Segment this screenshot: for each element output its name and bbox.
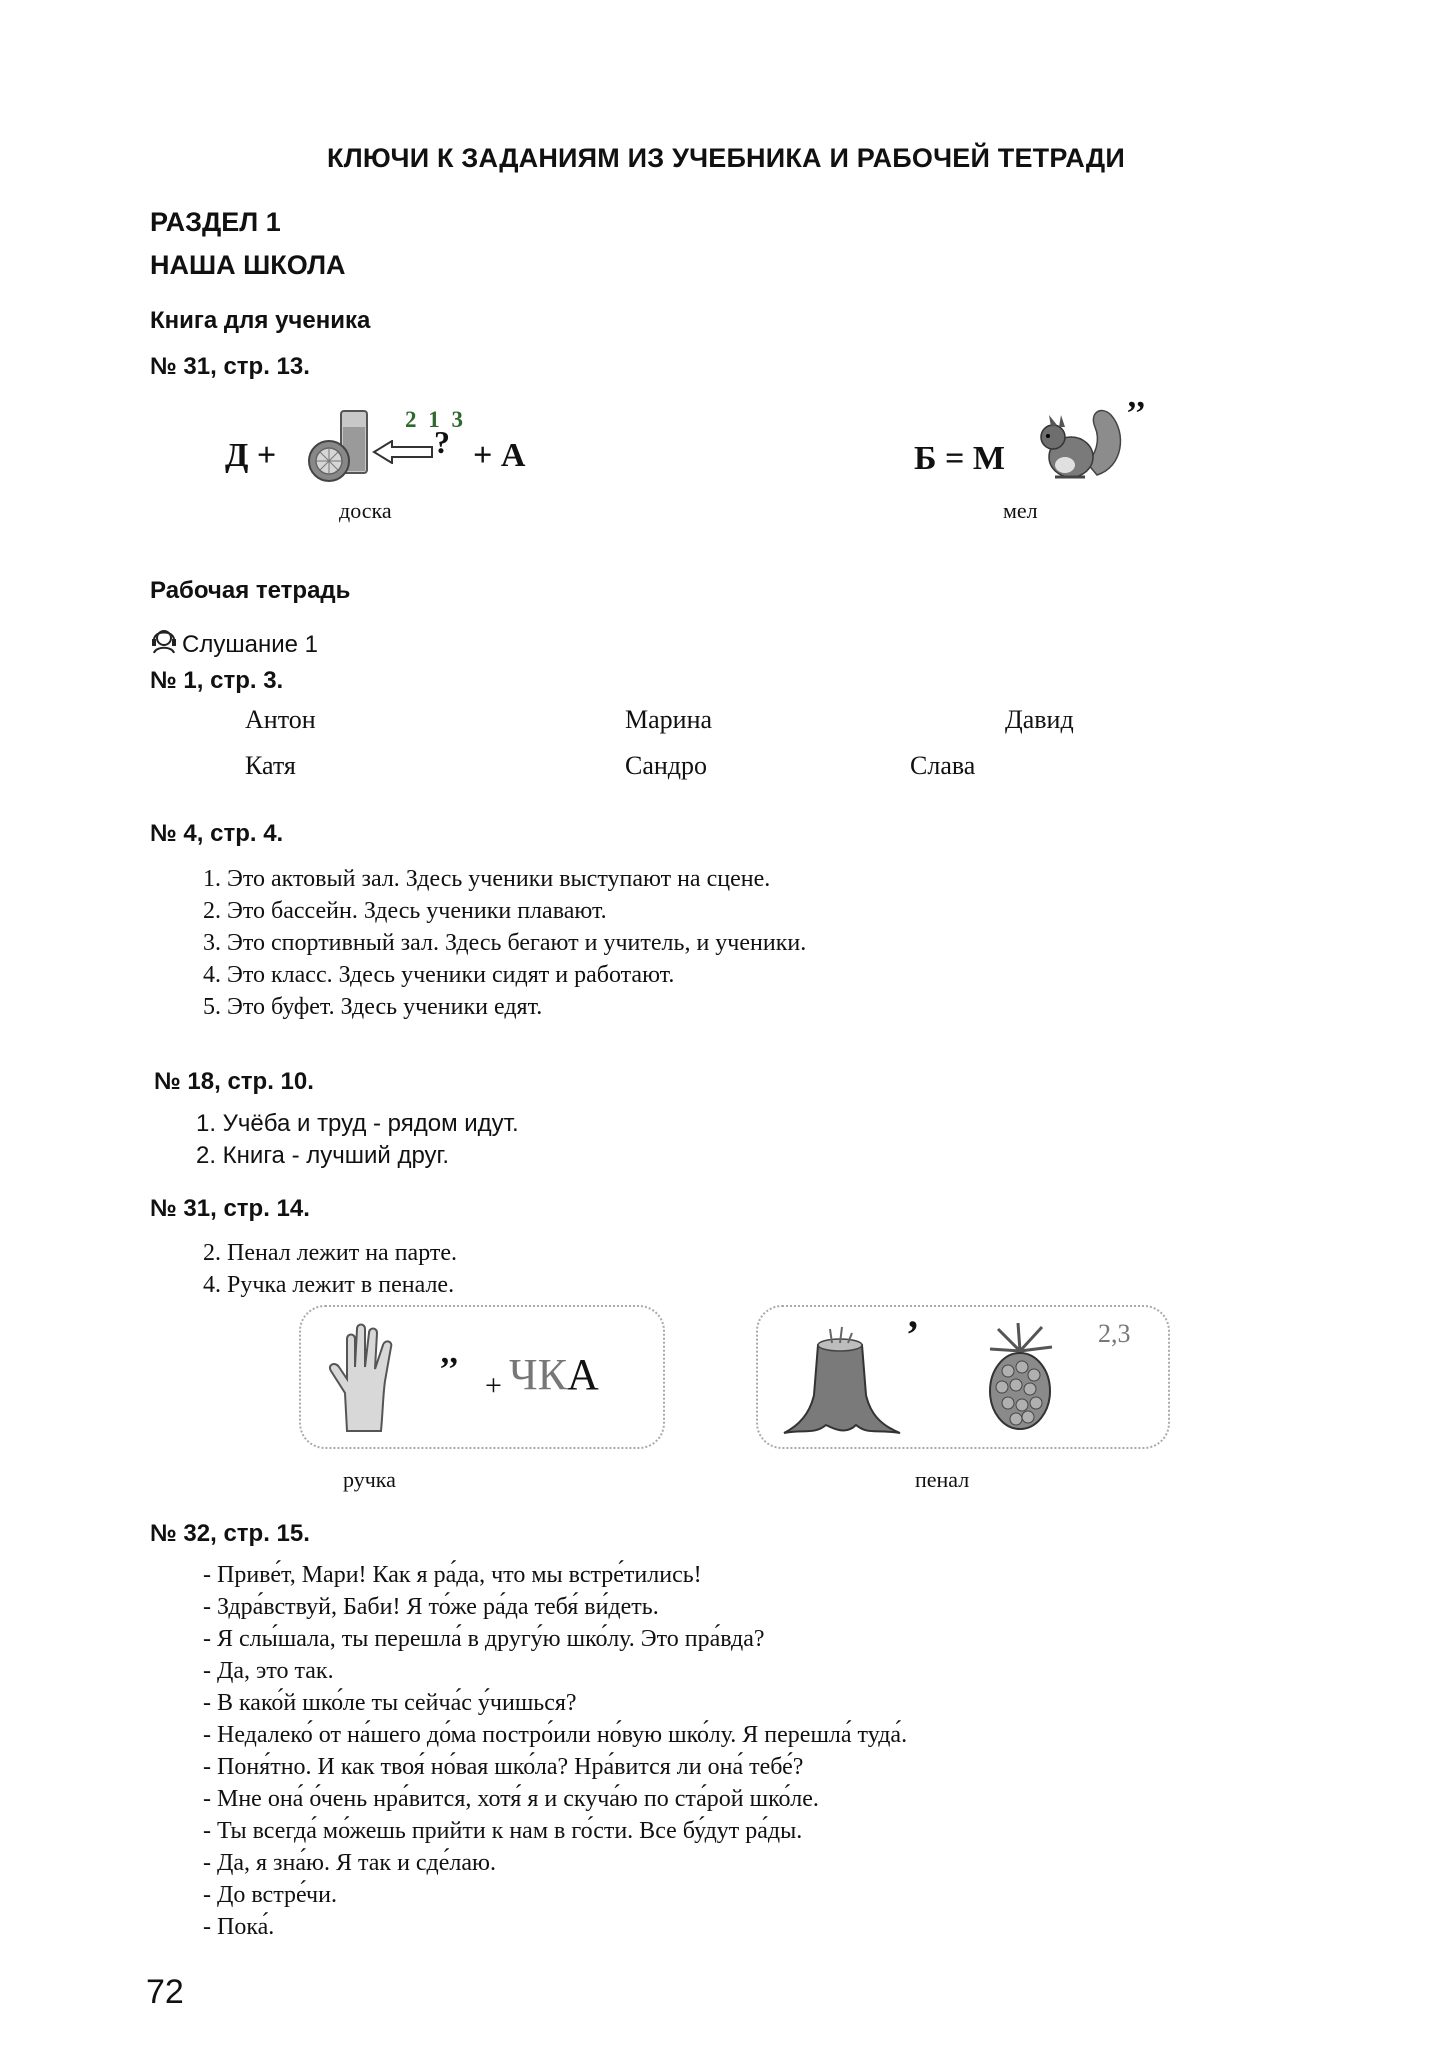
dialogue: [203, 1559, 907, 1943]
textbook-heading: Книга для ученика: [150, 307, 371, 334]
squirrel-picture: [1035, 405, 1125, 485]
dialogue-line: - Поня́тно. И как твоя́ но́вая шко́ла? Нра́вится ли она́ тебе́?: [203, 1754, 804, 1780]
name-item: Катя: [245, 751, 296, 780]
answer-list: [203, 863, 806, 1023]
name-item: Сандро: [625, 751, 708, 780]
dialogue-line: - Здра́вствуй, Баби! Я то́же ра́да тебя́ ви́деть.: [203, 1594, 659, 1620]
rebus-letters: [509, 1349, 599, 1400]
rebus-marks: ’: [906, 1312, 920, 1357]
dialogue-line: - Ты всегда́ мо́жешь прийти к нам в го́сти. Все бу́дут ра́ды.: [203, 1818, 803, 1844]
list-item: 2. Книга - лучший друг.: [196, 1142, 450, 1169]
rebus-box: [299, 1305, 665, 1449]
list-item: 2. Это бассейн. Здесь ученики плавают.: [203, 898, 607, 924]
dialogue-line: - Приве́т, Мари! Как я ра́да, что мы встре́тились!: [203, 1562, 702, 1588]
list-item: 4. Ручка лежит в пенале.: [203, 1272, 455, 1298]
plus-sign: +: [485, 1369, 502, 1402]
raspberry-picture: [980, 1321, 1060, 1433]
name-item: Давид: [1005, 705, 1074, 734]
dialogue-line: - Да, я зна́ю. Я так и сде́лаю.: [203, 1850, 496, 1876]
dialogue-line: - Я слы́шала, ты перешла́ в другу́ю шко́лу. Это пра́вда?: [203, 1626, 765, 1652]
rebus-answer: доска: [339, 498, 392, 523]
answer-list: [203, 1237, 457, 1301]
list-item: 2. Пенал лежит на парте.: [203, 1240, 458, 1266]
workbook-heading: Рабочая тетрадь: [150, 577, 351, 604]
dialogue-line: - До встре́чи.: [203, 1882, 337, 1908]
task-label: № 4, стр. 4.: [150, 820, 284, 847]
name-item: Марина: [625, 705, 713, 734]
task-label: № 31, стр. 13.: [150, 353, 310, 380]
question-mark: ?: [434, 424, 450, 460]
rebus-text: Д +: [225, 437, 277, 474]
section-name: НАША ШКОЛА: [150, 250, 346, 280]
dialogue-line: - В како́й шко́ле ты сейча́с у́чишься?: [203, 1690, 577, 1716]
task-label: № 1, стр. 3.: [150, 667, 284, 694]
page-title: КЛЮЧИ К ЗАДАНИЯМ ИЗ УЧЕБНИКА И РАБОЧЕЙ ТЕТРАДИ: [327, 143, 1125, 173]
list-item: 3. Это спортивный зал. Здесь бегают и учитель, и ученики.: [203, 930, 807, 956]
list-item: 5. Это буфет. Здесь ученики едят.: [203, 994, 543, 1020]
page-number: 72: [146, 1973, 184, 2011]
rebus-black-letter: А: [566, 1350, 599, 1399]
list-item: 1. Это актовый зал. Здесь ученики выступают на сцене.: [203, 866, 771, 892]
name-item: Антон: [245, 705, 316, 734]
listening-icon: [150, 628, 178, 654]
rebus-text: Б = М: [914, 440, 1005, 477]
dialogue-line: - Недалеко́ от на́шего до́ма постро́или но́вую шко́лу. Я перешла́ туда́.: [203, 1722, 908, 1748]
listening-label: Слушание 1: [182, 631, 318, 658]
rebus-gray-letters: ЧК: [509, 1350, 567, 1399]
rebus-digits: 2,3: [1098, 1319, 1131, 1348]
section-title: РАЗДЕЛ 1: [150, 207, 281, 237]
list-item: 4. Это класс. Здесь ученики сидят и работают.: [203, 962, 675, 988]
hand-picture: [325, 1321, 405, 1433]
rebus-marks: ’’: [1126, 395, 1147, 432]
arrow-icon: [372, 440, 434, 464]
name-item: Слава: [910, 751, 976, 780]
dialogue-line: - Мне она́ о́чень нра́вится, хотя́ я и скуча́ю по ста́рой шко́ле.: [203, 1786, 819, 1812]
rebus-text: + А: [473, 437, 526, 474]
list-item: 1. Учёба и труд - рядом идут.: [196, 1110, 519, 1137]
dialogue-line: - Да, это так.: [203, 1658, 334, 1684]
task-label: № 32, стр. 15.: [150, 1520, 310, 1547]
rebus-answer: ручка: [343, 1467, 396, 1492]
answer-list: [196, 1108, 519, 1172]
rebus-answer: мел: [1003, 498, 1038, 523]
dialogue-line: - Пока́.: [203, 1914, 275, 1940]
task-label: № 18, стр. 10.: [154, 1068, 314, 1095]
rebus-marks: ’’: [439, 1351, 460, 1388]
rebus-box: [756, 1305, 1170, 1449]
rebus-digits: 2 1 3: [405, 407, 466, 432]
task-label: № 31, стр. 14.: [150, 1195, 310, 1222]
rebus-answer: пенал: [915, 1467, 970, 1492]
tree-stump-picture: [776, 1325, 906, 1437]
